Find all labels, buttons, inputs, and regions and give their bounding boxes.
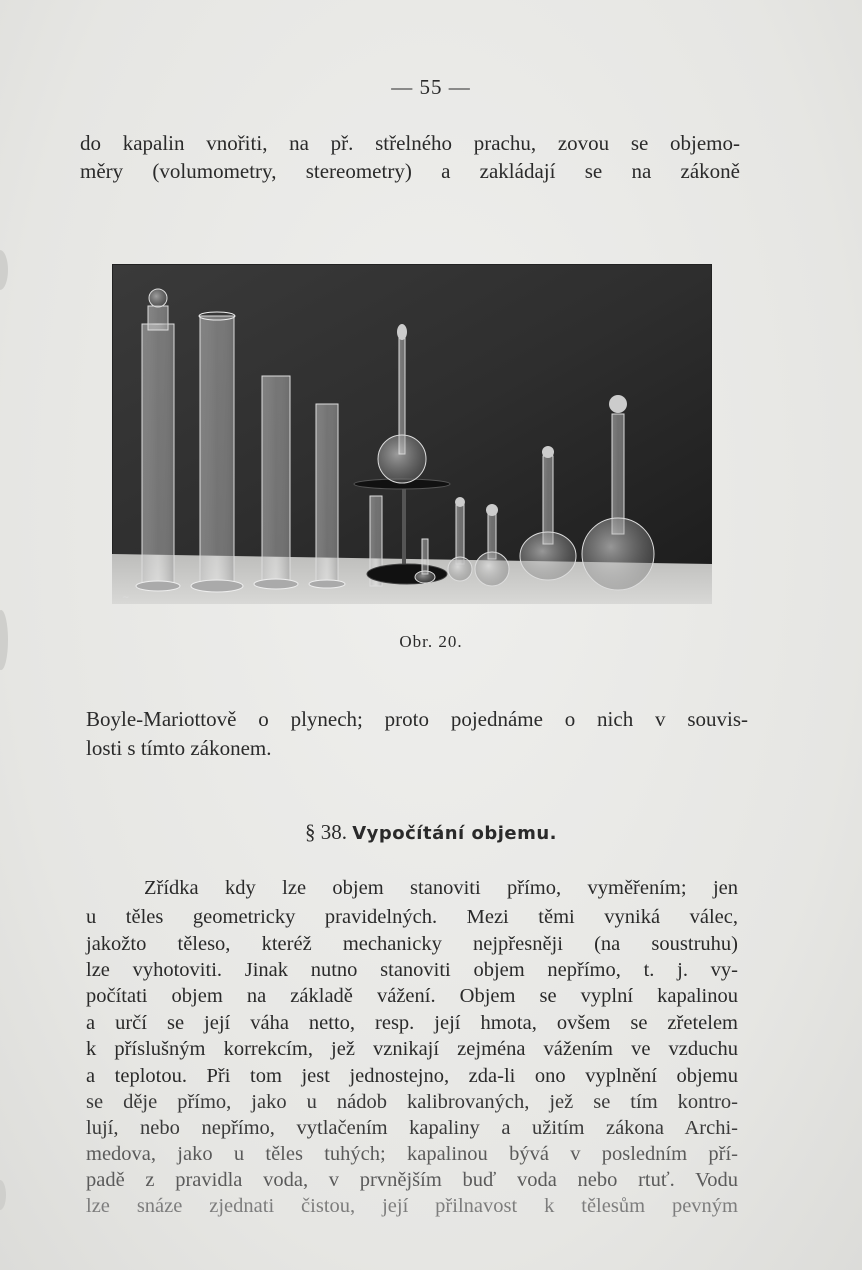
text-line: lují, nebo nepřímo, vytlačením kapaliny a užitím zákona Archi- <box>86 1117 738 1139</box>
text-line: počítati objem na základě vážení. Objem se vyplní kapalinou <box>86 985 738 1007</box>
text-line: lze vyhotoviti. Jinak nutno stanoviti objem nepřímo, t. j. vy- <box>86 959 738 981</box>
text-line: a určí se její váha netto, resp. její hmota, ovšem se zřetelem <box>86 1012 738 1034</box>
section-title: Vypočítání objemu. <box>352 823 558 844</box>
text-line: jakožto těleso, kteréž mechanicky nejpřesněji (na soustruhu) <box>86 933 738 955</box>
text-line: losti s tímto zákonem. <box>86 736 272 760</box>
section-number: § 38. <box>304 820 347 844</box>
text-line: Zřídka kdy lze objem stanoviti přímo, vyměřením; jen <box>144 877 738 899</box>
text-line: padě z pravidla voda, v prvnějším buď voda nebo rtuť. Vodu <box>86 1169 738 1191</box>
svg-text:~: ~ <box>122 593 130 603</box>
text-line: u těles geometricky pravidelných. Mezi těmi vyniká válec, <box>86 906 738 928</box>
binding-shadow <box>0 1180 6 1210</box>
text-line: se děje přímo, jako u nádob kalibrovaných, jež se tím kontro- <box>86 1091 738 1113</box>
text-line: a teplotou. Při tom jest jednostejno, zda-li ono vyplnění objemu <box>86 1065 738 1087</box>
page-number: — 55 — <box>391 75 471 99</box>
text-line: měry (volumometry, stereometry) a zakládají se na zákoně <box>80 159 740 183</box>
glassware-photo <box>112 264 712 604</box>
section-heading <box>0 820 862 845</box>
text-line: medova, jako u těles tuhých; kapalinou bývá v posledním pří- <box>86 1143 738 1165</box>
text-line: lze snáze zjednati čistou, její přilnavost k tělesům pevným <box>86 1195 738 1217</box>
text-line: Boyle-Mariottově o plynech; proto pojednáme o nich v souvis- <box>86 707 748 731</box>
text-line: do kapalin vnořiti, na př. střelného prachu, zovou se objemo- <box>80 131 740 155</box>
text-line: k příslušným korrekcím, jež vznikají zejména vážením ve vzduchu <box>86 1038 738 1060</box>
figure-caption: Obr. 20. <box>399 632 463 651</box>
binding-shadow <box>0 250 8 290</box>
